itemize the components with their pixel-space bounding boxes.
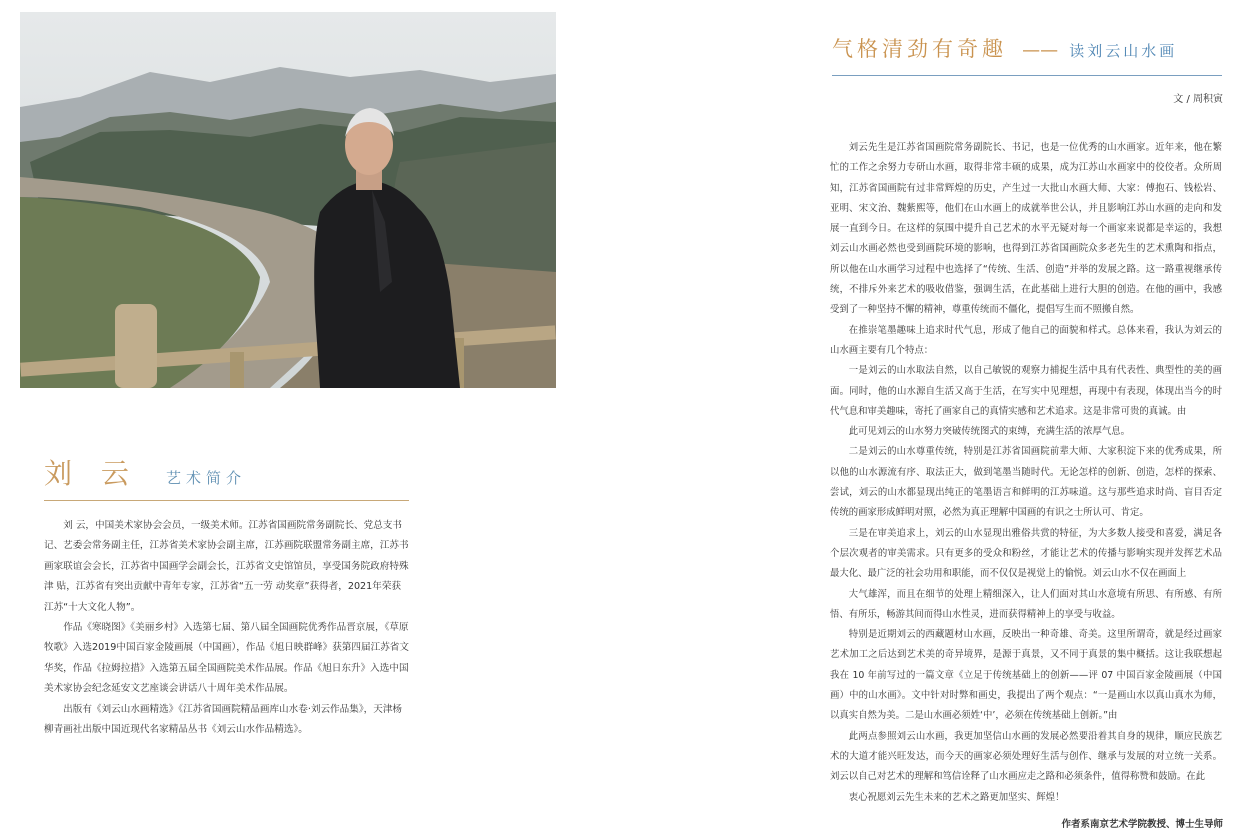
article-heading [832, 33, 1222, 76]
artist-name: 刘 云 [44, 457, 139, 490]
bio-paragraph: 出版有《刘云山水画精选》《江苏省国画院精品画库山水卷·刘云作品集》，天津杨柳青画社出版中国近现代名家精品丛书《刘云山水作品精选》。 [44, 703, 403, 736]
bio-paragraph: 作品《寒晓图》《美丽乡村》入选第七届、第八届全国画院优秀作品晋京展，《草原牧歌》入选2019中国百家金陵画展（中国画），作品《旭日映群峰》获第四届江苏省文华奖，作品《拉姆拉措》入选第五届全国画院美术作品展。作品《旭日东升》入选中国美术家协会纪念延安文艺座谈会讲话八十周年美术作品展。 [44, 622, 409, 695]
article-text [830, 138, 1222, 808]
article-paragraph: 在推崇笔墨趣味上追求时代气息，形成了他自己的面貌和样式。总体来看，我认为刘云的山水画主要有几个特点： [830, 324, 1222, 356]
article-paragraph: 三是在审美追求上，刘云的山水显现出雅俗共赏的特征，为大多数人接受和喜爱，满足各个层次观者的审美需求。只有更多的受众和粉丝，才能让艺术的传播与影响实现并发挥艺术品最大化、最广泛的社会功用和职能，而不仅仅是视觉上的愉悦。刘云山水不仅在画面上 [830, 527, 1222, 580]
article-author: 文 / 周积寅 [1173, 94, 1223, 105]
article-paragraph: 特别是近期刘云的西藏题材山水画，反映出一种奇雄、奇美。这里所谓奇，就是经过画家艺术加工之后达到艺术美的奇异境界，是源于真景，又不同于真景的集中概括。这让我联想起我在 10 年前写过的一篇文章《立足于传统基础上的创新——评 07 中国百家金陵画展（中国画）中的山水画》。文中针对时弊和画史，我提出了两个观点：“一是画山水以真山真水为师，以真实自然为美。二是山水画必须姓‘中’，必须在传统基础上创新。”由 [830, 629, 1222, 722]
article-title: 气格清劲有奇趣 [832, 37, 1007, 61]
article-paragraph: 二是刘云的山水尊重传统，特别是江苏省国画院前辈大师、大家积淀下来的优秀成果，所以他的山水源流有序、取法正大，做到笔墨当随时代。无论怎样的创新、创造，怎样的探索、尝试，刘云的山水都显现出纯正的笔墨语言和鲜明的江苏味道。这与那些追求时尚、盲目否定传统的画家形成鲜明对照，必然为真正理解中国画的有识之士所认可、肯定。 [830, 446, 1222, 519]
bio-subheading: 艺术简介 [166, 469, 247, 487]
article-paragraph: 刘云先生是江苏省国画院常务副院长、书记，也是一位优秀的山水画家。近年来，他在繁忙的工作之余努力专研山水画，取得非常丰硕的成果，成为江苏山水画家中的佼佼者。众所周知，江苏省国画院有过非常辉煌的历史，产生过一大批山水画大师、大家：傅抱石、钱松岩、亚明、宋文治、魏紫熙等，他们在山水画上的成就举世公认，并且影响江苏山水画的走向和发展一直到今日。在这样的氛围中提升自己艺术的水平无疑对每一个画家来说都是幸运的，我想刘云山水画必然也受到画院环境的影响，也得到江苏省国画院众多老先生的艺术熏陶和指点，所以他在山水画学习过程中也选择了“传统、生活、创造”并举的发展之路。这一路重视继承传统，不排斥外来艺术的吸收借鉴，强调生活，在此基础上进行大胆的创造。在他的画中，我感受到了一种坚持不懈的精神，尊重传统而不僵化，提倡写生而不照搬自然。 [830, 142, 1222, 316]
article-paragraph: 一是刘云的山水取法自然，以自己敏锐的观察力捕捉生活中具有代表性、典型性的美的画面。同时，他的山水源自生活又高于生活，在写实中见理想，再现中有表现，体现出当今的时代气息和审美趣味，寄托了画家自己的真情实感和艺术追求。这是非常可贵的真诚。由 [830, 365, 1222, 417]
bio-paragraph: 刘 云，中国美术家协会会员，一级美术师。江苏省国画院常务副院长、党总支书记、艺委会常务副主任，江苏省美术家协会副主席，江苏画院联盟常务副主席，江苏书画家联谊会会长，江苏省中国画学会副会长，江苏省文史馆馆员，享受国务院政府特殊津 贴，江苏省有突出贡献中青年专家，江苏省“五一劳 动奖章”获得者，2021年荣获江苏“十大文化人物”。 [44, 520, 409, 613]
article-paragraph: 衷心祝愿刘云先生未来的艺术之路更加坚实、辉煌！ [848, 791, 1065, 803]
portrait-photo [20, 12, 556, 388]
author-credit: 作者系南京艺术学院教授、博士生导师 [1061, 819, 1223, 830]
title-dash: —— [1022, 40, 1059, 61]
article-subtitle: 读刘云山水画 [1069, 42, 1178, 60]
article-paragraph: 大气雄浑，而且在细节的处理上精细深入，让人们面对其山水意境有所思、有所感、有所悟、有所乐，畅游其间而得山水性灵，进而获得精神上的享受与收益。 [830, 588, 1222, 620]
article-paragraph: 此两点参照刘云山水画，我更加坚信山水画的发展必然要沿着其自身的规律，顺应民族艺术的大道才能兴旺发达，而今天的画家必须处理好生活与创作、继承与发展的对立统一关系。刘云以自己对艺术的理解和笃信诠释了山水画应走之路和必须条件，值得称赞和鼓励。在此 [830, 730, 1222, 783]
article-paragraph: 此可见刘云的山水努力突破传统图式的束缚，充满生活的浓厚气息。 [848, 426, 1131, 438]
bio-text [44, 516, 409, 740]
bio-heading [44, 452, 409, 501]
